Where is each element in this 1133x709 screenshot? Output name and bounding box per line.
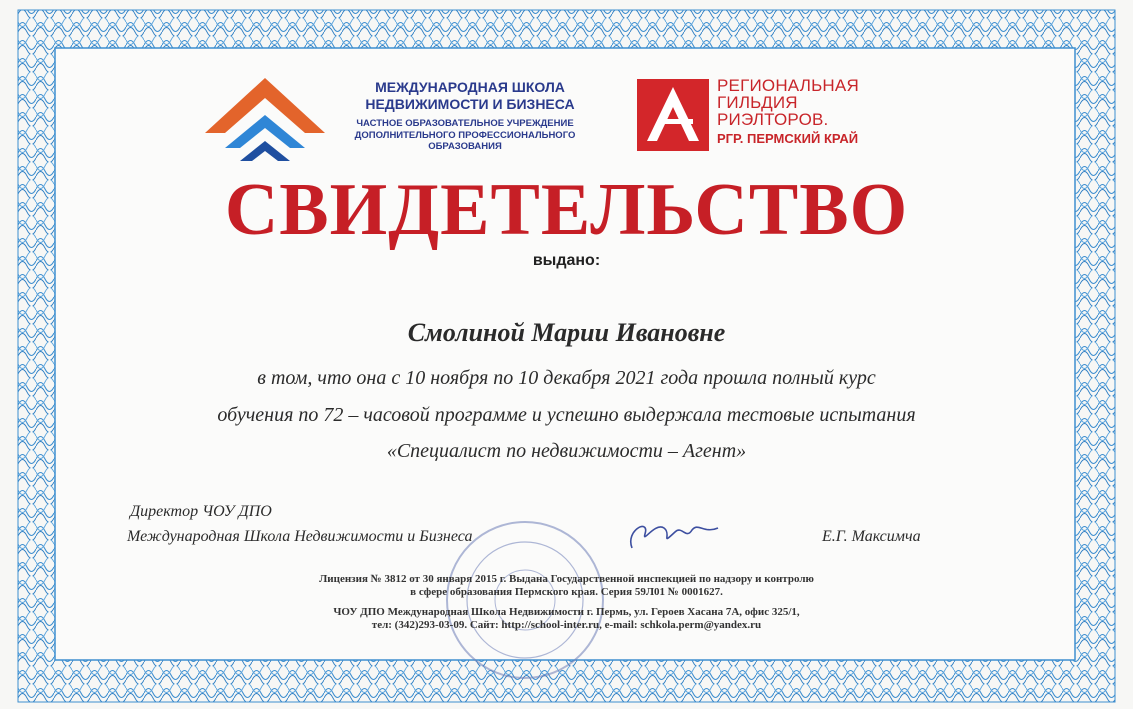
school-logo: [200, 73, 590, 173]
license-line-1: Лицензия № 3812 от 30 января 2015 г. Выдана Государственной инспекцией по надзору и контролю: [319, 573, 814, 585]
guild-line-2: ГИЛЬДИЯ: [717, 93, 798, 112]
school-subtitle: ЧАСТНОЕ ОБРАЗОВАТЕЛЬНОЕ УЧРЕЖДЕНИЕ ДОПОЛНИТЕЛЬНОГО ПРОФЕССИОНАЛЬНОГО ОБРАЗОВАНИЯ: [354, 118, 576, 152]
guild-line-1: РЕГИОНАЛЬНАЯ: [717, 76, 859, 95]
house-roof-icon: [200, 73, 330, 173]
course-name: «Специалист по недвижимости – Агент»: [386, 440, 747, 462]
director-position: Директор ЧОУ ДПО: [130, 503, 272, 520]
rgr-emblem-icon: [637, 79, 709, 151]
body-text-line-1: в том, что она с 10 ноября по 10 декабря 2021 года прошла полный курс: [257, 367, 876, 389]
address-line-2: тел: (342)293-03-09. Сайт: http://school-inter.ru, e-mail: schkola.perm@yandex.ru: [371, 619, 762, 631]
certificate-title: СВИДЕТЕЛЬСТВО: [224, 169, 909, 251]
guild-logo: [637, 76, 937, 154]
body-text-line-2: обучения по 72 – часовой программе и успешно выдержала тестовые испытания: [217, 404, 916, 426]
school-name: МЕЖДУНАРОДНАЯ ШКОЛА НЕДВИЖИМОСТИ И БИЗНЕСА: [365, 79, 575, 112]
license-line-2: в сфере образования Пермского края. Серия 59Л01 № 0001627.: [410, 586, 723, 598]
guild-line-3: РИЭЛТОРОВ.: [717, 110, 829, 129]
recipient-name: Смолиной Марии Ивановне: [407, 318, 726, 347]
signature: [620, 510, 730, 560]
stamp-seal: [430, 515, 620, 685]
address-line-1: ЧОУ ДПО Международная Школа Недвижимости г. Пермь, ул. Героев Хасана 7А, офис 325/1,: [333, 606, 800, 618]
director-organization: Международная Школа Недвижимости и Бизнеса: [127, 528, 473, 545]
signer-name: Е.Г. Максимча: [822, 528, 921, 545]
guild-line-4: РГР. ПЕРМСКИЙ КРАЙ: [717, 131, 859, 146]
issued-label: выдано:: [532, 252, 601, 269]
